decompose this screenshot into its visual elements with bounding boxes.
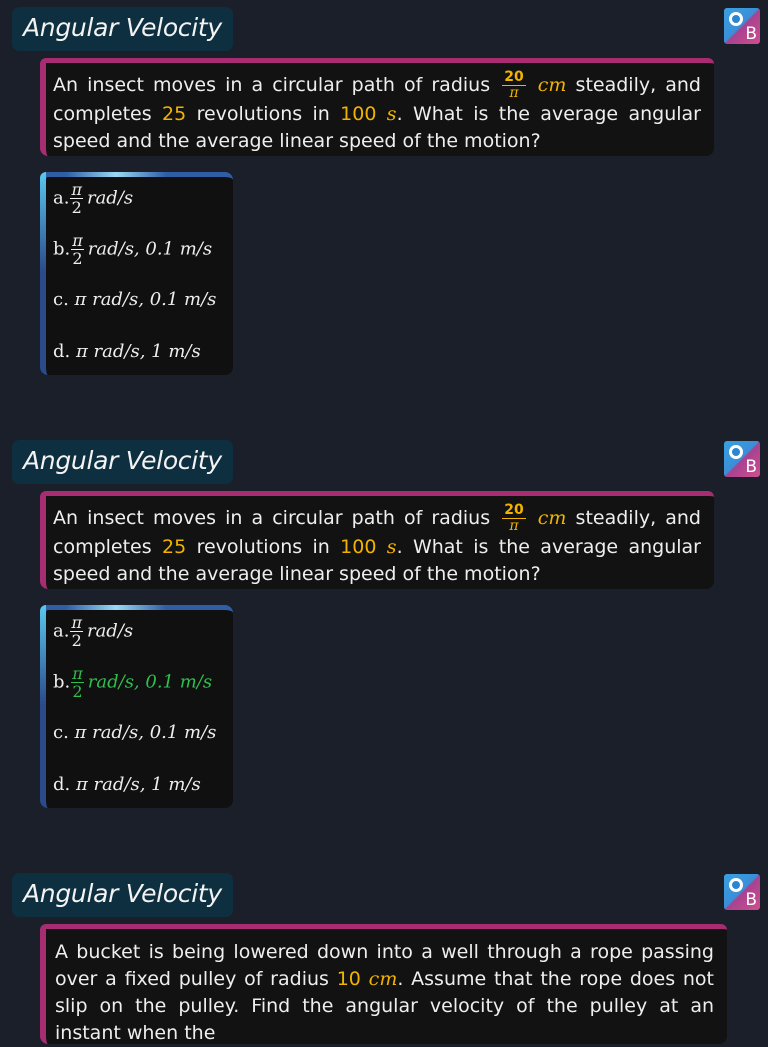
revolutions-value: 25 [162,103,187,125]
option-d[interactable]: d. π rad/s, 1 m/s [53,341,201,362]
section-title: Angular Velocity [12,7,233,51]
question-card [40,58,714,156]
badge-letter: B [745,890,757,910]
question-card [40,924,727,1044]
question-text: A bucket is being lowered down into a well through a rope passing over a fixed pulley of radius 10 cm. Assume that the rope does not slip on the pulley. Find the angular velocity of the pulley at an instant when the [55,941,714,1044]
option-a[interactable]: a. $\frac{\pi}{2}$ rad/s [53,613,134,650]
badge-letter: B [745,24,757,44]
section-title: Angular Velocity [12,873,233,917]
section-title: Angular Velocity [12,440,233,484]
option-a[interactable]: a. $\frac{\pi}{2}$ rad/s [53,180,134,217]
option-c[interactable]: c. π rad/s, 0.1 m/s [53,289,217,310]
options-card [40,172,233,375]
time-value: 100 [340,536,377,558]
question-card [40,491,714,589]
time-value: 100 [340,103,377,125]
option-d[interactable]: d. π rad/s, 1 m/s [53,774,201,795]
radius-value: 10 [336,968,361,990]
options-card [40,605,233,808]
radius-fraction: $\frac{20}{\pi}$ [504,69,524,101]
logo-a-icon [729,878,743,892]
app-badge-icon[interactable] [724,441,760,477]
question-section-3 [0,866,768,1044]
app-badge-icon[interactable] [724,8,760,44]
question-section-1 [0,0,768,433]
option-b[interactable]: b. $\frac{\pi}{2}$ rad/s, 0.1 m/s [53,231,213,268]
question-text: An insect moves in a circular path of radius $\frac{20}{\pi}$ cm steadily, and completes 25 revolutions in 100 s. What is the average angular speed and the average linear speed of the motion? [53,69,701,152]
radius-fraction: $\frac{20}{\pi}$ [504,502,524,534]
app-badge-icon[interactable] [724,874,760,910]
revolutions-value: 25 [162,536,187,558]
badge-letter: B [745,457,757,477]
logo-a-icon [729,12,743,26]
option-c[interactable]: c. π rad/s, 0.1 m/s [53,722,217,743]
question-text: An insect moves in a circular path of radius $\frac{20}{\pi}$ cm steadily, and completes 25 revolutions in 100 s. What is the average angular speed and the average linear speed of the motion? [53,502,701,585]
logo-a-icon [729,445,743,459]
option-b-correct[interactable]: b. $\frac{\pi}{2}$ rad/s, 0.1 m/s [53,664,213,701]
question-section-2 [0,433,768,866]
